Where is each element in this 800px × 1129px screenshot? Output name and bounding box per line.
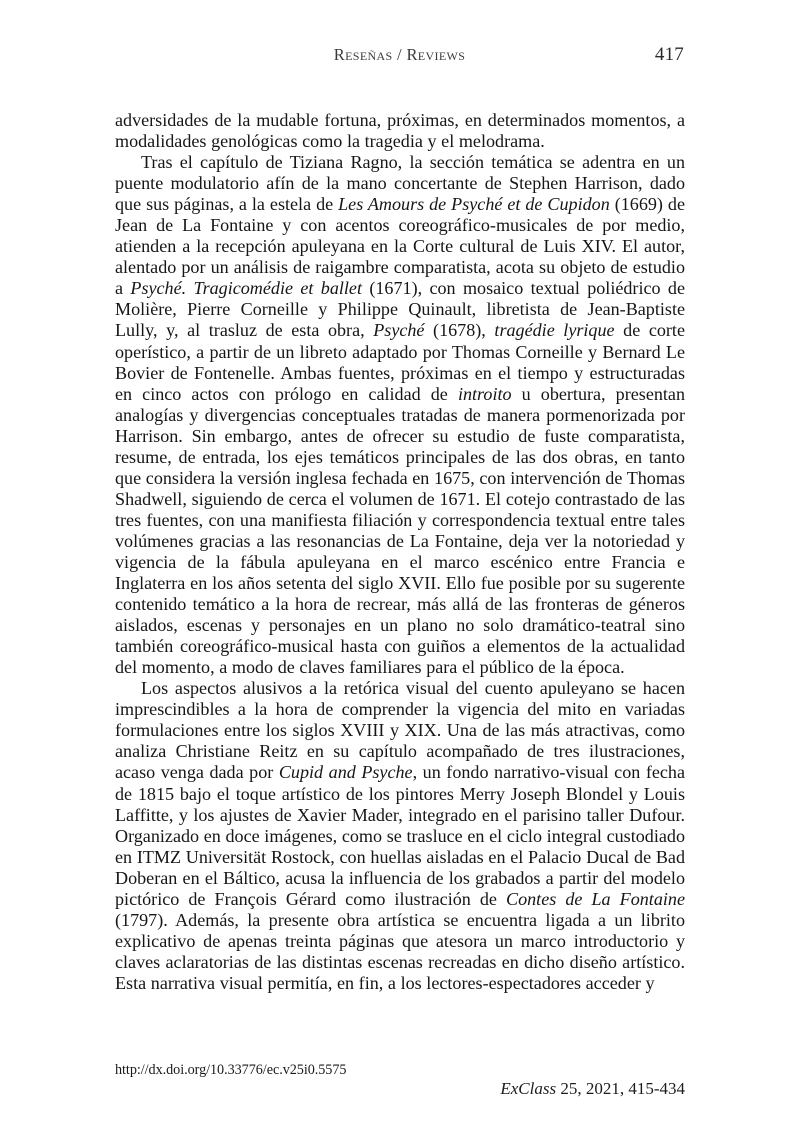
paragraph-2: Tras el capítulo de Tiziana Ragno, la sección temática se adentra en un puente modulatorio afín de la mano concertante de Stephen Harrison, dado que sus páginas, a la estela de Les Amours de Psyché et de Cupidon (1669) de Jean de La Fontaine y con acentos coreográfico-musicales de por medio, atienden a la recepción apuleyana en la Corte cultural de Luis XIV. El autor, alentado por un análisis de raigambre comparatista, acota su objeto de estudio a Psyché. Tragicomédie et ballet (1671), con mosaico textual poliédrico de Molière, Pierre Corneille y Philippe Quinault, libretista de Jean-Baptiste Lully, y, al trasluz de esta obra, Psyché (1678), tragédie lyrique de corte operístico, a partir de un libreto adaptado por Thomas Corneille y Bernard Le Bovier de Fontenelle. Ambas fuentes, próximas en el tiempo y estructuradas en cinco actos con prólogo en calidad de introito u obertura, presentan analogías y divergencias conceptuales tratadas de manera pormenorizada por Harrison. Sin embargo, antes de ofrecer su estudio de fuste comparatista, resume, de entrada, los ejes temáticos principales de las dos obras, en tanto que considera la versión inglesa fechada en 1675, con intervención de Thomas Shadwell, siguiendo de cerca el volumen de 1671. El cotejo contrastado de las tres fuentes, con una manifiesta filiación y correspondencia textual entre tales volúmenes gracias a las resonancias de La Fontaine, deja ver la notoriedad y vigencia de la fábula apuleyana en el marco escénico entre Francia e Inglaterra en los años setenta del siglo XVII. Ello fue posible por su sugerente contenido temático a la hora de recrear, más allá de las fronteras de géneros aislados, escenas y personajes en un plano no solo dramático-teatral sino también coreográfico-musical hasta con guiños a elementos de la actualidad del momento, a modo de claves familiares para el público de la época. <box>115 152 685 678</box>
running-head <box>115 44 684 68</box>
work-title: Contes de La Fontaine <box>506 888 685 909</box>
work-title: Psyché <box>373 320 425 341</box>
journal-name: ExClass <box>500 1079 557 1098</box>
doi-link[interactable]: http://dx.doi.org/10.33776/ec.v25i0.5575 <box>115 1062 347 1078</box>
body-text-block <box>115 110 685 994</box>
work-title: tragédie lyrique <box>494 320 615 341</box>
page-footer <box>115 1060 685 1098</box>
work-title: Les Amours de Psyché et de Cupidon <box>338 194 610 215</box>
work-title: Psyché. Tragicomédie et ballet <box>130 278 362 299</box>
running-head-title: Reseñas / Reviews <box>333 45 466 64</box>
work-title: Cupid and Psyche <box>278 762 413 783</box>
page-number: 417 <box>654 44 684 65</box>
paragraph-3: Los aspectos alusivos a la retórica visual del cuento apuleyano se hacen imprescindibles a la hora de comprender la vigencia del mito en variadas formulaciones entre los siglos XVIII y XIX. Una de las más atractivas, como analiza Christiane Reitz en su capítulo acompañado de tres ilustraciones, acaso venga dada por Cupid and Psyche, un fondo narrativo-visual con fecha de 1815 bajo el toque artístico de los pintores Merry Joseph Blondel y Louis Laffitte, y los ajustes de Xavier Mader, integrado en el parisino taller Dufour. Organizado en doce imágenes, como se trasluce en el ciclo integral custodiado en ITMZ Universität Rostock, con huellas aisladas en el Palacio Ducal de Bad Doberan en el Báltico, acusa la influencia de los grabados a partir del modelo pictórico de François Gérard como ilustración de Contes de La Fontaine (1797). Además, la presente obra artística se encuentra ligada a un librito explicativo de apenas treinta páginas que atesora un marco introductorio y claves aclaratorias de las distintas escenas recreadas en dicho diseño artístico. Esta narrativa visual permitía, en fin, a los lectores-espectadores acceder y <box>115 678 685 993</box>
journal-citation <box>475 1059 685 1119</box>
paragraph-1: adversidades de la mudable fortuna, próximas, en determinados momentos, a modalidades genológicas como la tragedia y el melodrama. <box>115 110 685 152</box>
journal-citation-detail: 25, 2021, 415-434 <box>556 1079 685 1098</box>
work-title: introito <box>457 383 512 404</box>
